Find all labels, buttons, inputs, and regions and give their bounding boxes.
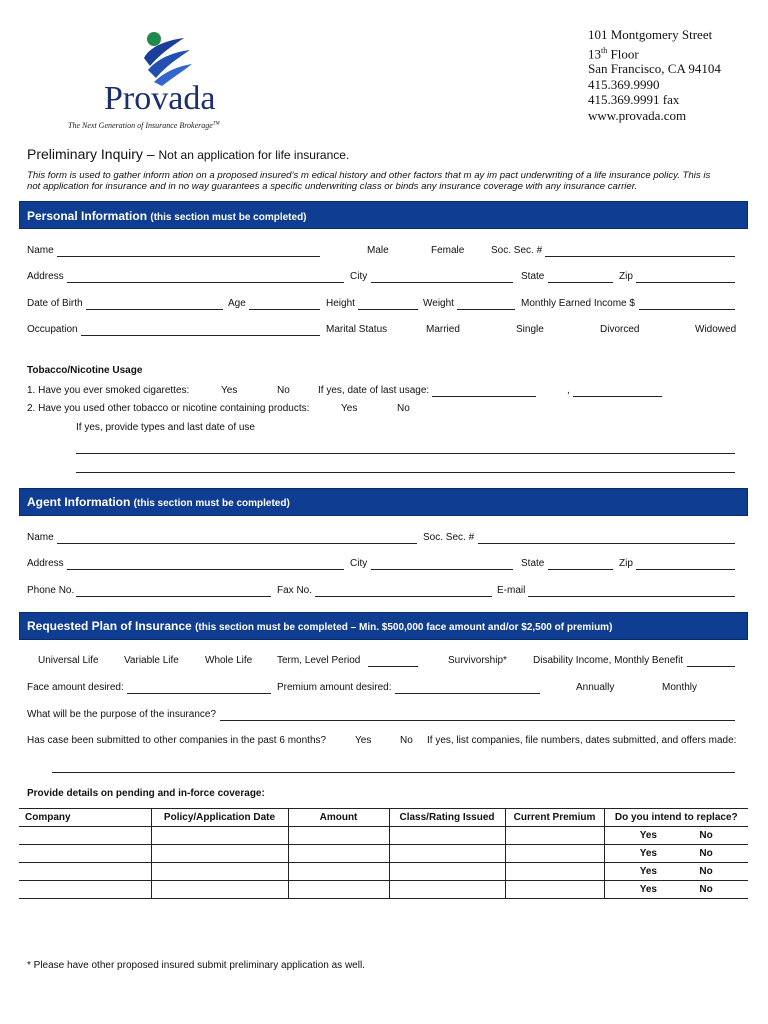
tobacco-heading: Tobacco/Nicotine Usage: [27, 365, 143, 376]
replace-yes-option[interactable]: Yes: [639, 884, 657, 895]
replace-no-option[interactable]: No: [699, 884, 713, 895]
marital-status-label: Marital Status: [326, 324, 388, 335]
q2-followup-label: If yes, provide types and last date of use: [76, 422, 255, 433]
table-row: [19, 881, 748, 899]
table-row: [19, 827, 748, 845]
submitted-followup-label: If yes, list companies, file numbers, dates submitted, and offers made:: [427, 735, 737, 746]
current-premium-cell[interactable]: [505, 863, 604, 881]
company-name: Provada: [104, 80, 216, 117]
whole-life-option[interactable]: Whole Life: [205, 655, 253, 666]
amount-cell[interactable]: [288, 827, 389, 845]
dob-field[interactable]: [86, 309, 223, 310]
agent-ssn-field[interactable]: [478, 543, 735, 544]
company-address: 101 Montgomery Street 13th Floor San Francisco, CA 94104 415.369.9990 415.369.9991 fax www.provada.com: [588, 27, 721, 123]
form-title: Preliminary Inquiry – Not an application for life insurance.: [27, 146, 350, 162]
monthly-option[interactable]: Monthly: [662, 682, 698, 693]
agent-name-field[interactable]: [57, 543, 417, 544]
policy-date-cell[interactable]: [151, 881, 288, 899]
col-amount: Amount: [288, 809, 389, 827]
weight-field[interactable]: [457, 309, 515, 310]
replace-no-option[interactable]: No: [699, 848, 713, 859]
coverage-header-row: [19, 809, 748, 827]
coverage-heading: Provide details on pending and in-force coverage:: [27, 788, 265, 799]
term-option[interactable]: Term, Level Period: [277, 655, 361, 666]
personal-name-field[interactable]: [57, 256, 320, 257]
face-amount-label: Face amount desired:: [27, 682, 124, 693]
income-label: Monthly Earned Income $: [521, 298, 635, 309]
male-option[interactable]: Male: [367, 245, 389, 256]
tobacco-details-line-1[interactable]: [76, 453, 735, 454]
date-comma: ,: [567, 385, 570, 396]
married-option[interactable]: Married: [426, 324, 460, 335]
agent-ssn-label: Soc. Sec. #: [423, 532, 475, 543]
personal-city-label: City: [350, 271, 368, 282]
submitted-no-option[interactable]: No: [400, 735, 413, 746]
amount-cell[interactable]: [288, 863, 389, 881]
agent-address-label: Address: [27, 558, 64, 569]
amount-cell[interactable]: [288, 881, 389, 899]
q1-followup-label: If yes, date of last usage:: [318, 385, 430, 396]
class-rating-cell[interactable]: [389, 881, 505, 899]
survivorship-option[interactable]: Survivorship*: [448, 655, 507, 666]
purpose-label: What will be the purpose of the insurance?: [27, 709, 216, 720]
term-period-field[interactable]: [368, 666, 418, 667]
face-amount-field[interactable]: [127, 693, 271, 694]
replace-no-option[interactable]: No: [699, 830, 713, 841]
agent-fax-field[interactable]: [315, 596, 492, 597]
personal-state-label: State: [521, 271, 545, 282]
replace-no-option[interactable]: No: [699, 866, 713, 877]
company-cell[interactable]: [19, 845, 151, 863]
last-usage-date-field[interactable]: [432, 396, 536, 397]
agent-zip-label: Zip: [619, 558, 633, 569]
personal-info-header: Personal Information (this section must be completed): [19, 201, 748, 229]
personal-zip-label: Zip: [619, 271, 633, 282]
agent-state-field[interactable]: [548, 569, 613, 570]
class-rating-cell[interactable]: [389, 863, 505, 881]
q2-no-option[interactable]: No: [397, 403, 410, 414]
personal-address-label: Address: [27, 271, 64, 282]
current-premium-cell[interactable]: [505, 881, 604, 899]
replace-yes-option[interactable]: Yes: [639, 848, 657, 859]
company-cell[interactable]: [19, 827, 151, 845]
personal-address-field[interactable]: [67, 282, 344, 283]
class-rating-cell[interactable]: [389, 845, 505, 863]
policy-date-cell[interactable]: [151, 845, 288, 863]
agent-email-field[interactable]: [528, 596, 735, 597]
agent-name-label: Name: [27, 532, 54, 543]
premium-amount-label: Premium amount desired:: [277, 682, 392, 693]
personal-zip-field[interactable]: [636, 282, 735, 283]
replace-cell: [604, 845, 748, 863]
policy-date-cell[interactable]: [151, 863, 288, 881]
replace-cell: [604, 827, 748, 845]
submitted-question: Has case been submitted to other companies in the past 6 months?: [27, 735, 327, 746]
agent-email-label: E-mail: [497, 585, 526, 596]
tobacco-q1: 1. Have you ever smoked cigarettes:: [27, 385, 190, 396]
tobacco-details-line-2[interactable]: [76, 472, 735, 473]
occupation-label: Occupation: [27, 324, 78, 335]
age-field[interactable]: [249, 309, 320, 310]
policy-date-cell[interactable]: [151, 827, 288, 845]
q1-yes-option[interactable]: Yes: [221, 385, 238, 396]
submitted-yes-option[interactable]: Yes: [355, 735, 372, 746]
agent-zip-field[interactable]: [636, 569, 735, 570]
personal-ssn-label: Soc. Sec. #: [491, 245, 543, 256]
company-tagline: The Next Generation of Insurance Brokerage™: [68, 121, 220, 130]
dob-label: Date of Birth: [27, 298, 83, 309]
purpose-field[interactable]: [220, 720, 735, 721]
replace-cell: [604, 881, 748, 899]
col-company: Company: [19, 809, 151, 827]
submitted-details-field[interactable]: [52, 772, 735, 773]
agent-address-field[interactable]: [67, 569, 344, 570]
current-premium-cell[interactable]: [505, 845, 604, 863]
disclaimer-line-1: This form is used to gather inform ation on a proposed insured’s m edical history and other factors that m ay im pact underwriting of a life insurance policy. This is: [27, 170, 711, 181]
personal-state-field[interactable]: [548, 282, 613, 283]
universal-life-option[interactable]: Universal Life: [38, 655, 99, 666]
class-rating-cell[interactable]: [389, 827, 505, 845]
premium-amount-field[interactable]: [395, 693, 540, 694]
disclaimer-line-2: not application for insurance and in no way guarantees a specific underwriting class or binds any insurance coverage with any insurance carrier.: [27, 181, 638, 192]
table-row: [19, 845, 748, 863]
company-cell[interactable]: [19, 881, 151, 899]
q1-no-option[interactable]: No: [277, 385, 290, 396]
footnote: * Please have other proposed insured submit preliminary application as well.: [27, 960, 365, 971]
replace-yes-option[interactable]: Yes: [639, 830, 657, 841]
occupation-field[interactable]: [81, 335, 320, 336]
agent-info-header: Agent Information (this section must be completed): [19, 488, 748, 516]
income-field[interactable]: [639, 309, 735, 310]
personal-city-field[interactable]: [371, 282, 513, 283]
height-field[interactable]: [358, 309, 418, 310]
q2-yes-option[interactable]: Yes: [341, 403, 358, 414]
current-premium-cell[interactable]: [505, 827, 604, 845]
company-cell[interactable]: [19, 863, 151, 881]
agent-state-label: State: [521, 558, 545, 569]
coverage-table: [19, 808, 748, 899]
replace-yes-option[interactable]: Yes: [639, 866, 657, 877]
provada-logo-mark: [132, 28, 196, 86]
female-option[interactable]: Female: [431, 245, 465, 256]
agent-phone-field[interactable]: [76, 596, 271, 597]
personal-name-label: Name: [27, 245, 54, 256]
col-current-premium: Current Premium: [505, 809, 604, 827]
personal-ssn-field[interactable]: [545, 256, 735, 257]
weight-label: Weight: [423, 298, 454, 309]
col-replace: Do you intend to replace?: [604, 809, 748, 827]
disability-option[interactable]: Disability Income, Monthly Benefit: [533, 655, 684, 666]
col-policy-date: Policy/Application Date: [151, 809, 288, 827]
age-label: Age: [228, 298, 246, 309]
single-option[interactable]: Single: [516, 324, 544, 335]
replace-cell: [604, 863, 748, 881]
agent-city-label: City: [350, 558, 368, 569]
monthly-benefit-field[interactable]: [687, 666, 735, 667]
annually-option[interactable]: Annually: [576, 682, 615, 693]
tobacco-q2: 2. Have you used other tobacco or nicotine containing products:: [27, 403, 310, 414]
table-row: [19, 863, 748, 881]
variable-life-option[interactable]: Variable Life: [124, 655, 179, 666]
height-label: Height: [326, 298, 355, 309]
agent-city-field[interactable]: [371, 569, 513, 570]
widowed-option[interactable]: Widowed: [695, 324, 737, 335]
last-usage-year-field[interactable]: [573, 396, 662, 397]
agent-fax-label: Fax No.: [277, 585, 313, 596]
amount-cell[interactable]: [288, 845, 389, 863]
plan-header: Requested Plan of Insurance (this section must be completed – Min. $500,000 face amount and/or $2,500 of premium): [19, 612, 748, 640]
agent-phone-label: Phone No.: [27, 585, 75, 596]
col-class-rating: Class/Rating Issued: [389, 809, 505, 827]
divorced-option[interactable]: Divorced: [600, 324, 640, 335]
